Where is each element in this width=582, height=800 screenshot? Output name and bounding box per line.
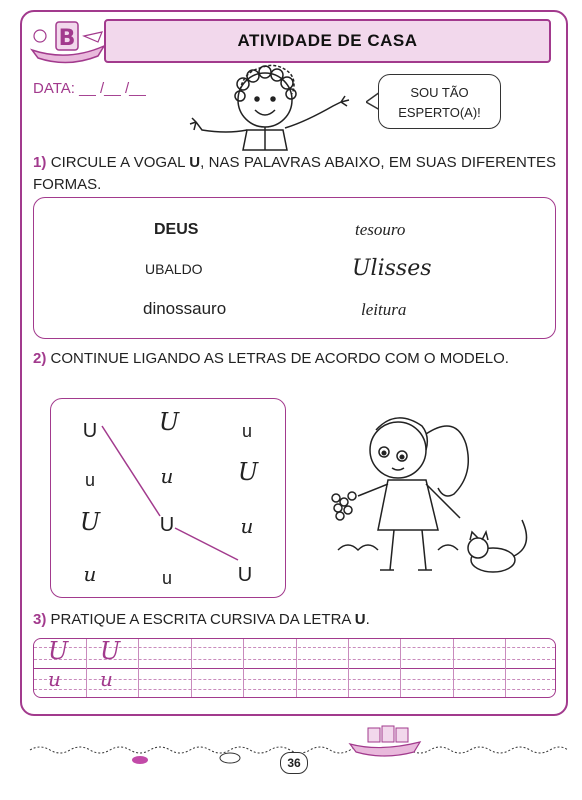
letter-u-print-upper[interactable]: U <box>159 514 175 536</box>
question-1-text-before: CIRCULE A VOGAL <box>50 154 185 171</box>
letter-u-print-lower[interactable]: u <box>241 421 252 441</box>
svg-text:B: B <box>58 26 76 51</box>
grid-cell-divider <box>453 639 454 697</box>
grid-cell-divider <box>138 639 139 697</box>
question-3-letter: U <box>354 611 366 628</box>
letter-u-print-upper[interactable]: U <box>237 564 253 586</box>
question-1 <box>33 152 556 196</box>
letter-u-script-upper[interactable]: U <box>237 458 259 486</box>
date-field-label: DATA: __ /__ /__ <box>33 80 146 97</box>
word-deus[interactable]: DEUS <box>154 221 199 238</box>
letter-u-script-lower[interactable]: u <box>240 514 254 538</box>
girl-with-cat-illustration <box>318 400 548 585</box>
word-dinossauro[interactable]: dinossauro <box>143 299 227 318</box>
bubble-line-1: SOU TÃO <box>410 85 469 100</box>
grid-cell-divider <box>191 639 192 697</box>
page-title: ATIVIDADE DE CASA <box>237 31 418 50</box>
grid-cell-divider <box>348 639 349 697</box>
letter-u-script-lower[interactable]: u <box>160 464 174 488</box>
question-1-text-after: , NAS PALAVRAS ABAIXO, EM SUAS DIFERENTES FORMAS. <box>33 154 557 193</box>
grid-cell-divider <box>86 639 87 697</box>
abc-boat-logo-icon <box>28 16 108 66</box>
question-1-number: 1) <box>33 154 47 171</box>
word-ubaldo[interactable]: UBALDO <box>145 261 203 277</box>
question-2 <box>33 348 556 370</box>
letter-u-script-upper[interactable]: U <box>158 408 180 436</box>
speech-bubble <box>378 74 501 129</box>
word-ulisses-cursive[interactable]: Ulisses <box>352 256 432 281</box>
boy-illustration <box>185 62 360 152</box>
header-banner <box>104 19 551 63</box>
page-number: 36 <box>280 752 308 774</box>
grid-cell-divider <box>243 639 244 697</box>
grid-cell-divider <box>296 639 297 697</box>
model-lower-u: u <box>48 667 61 691</box>
model-upper-u: U <box>48 638 69 665</box>
question-2-number: 2) <box>33 350 47 367</box>
question-3-number: 3) <box>33 611 47 628</box>
letter-u-print-lower[interactable]: u <box>84 470 95 490</box>
letter-u-print-lower[interactable]: u <box>161 568 172 588</box>
question-3 <box>33 609 556 631</box>
grid-cell-divider <box>400 639 401 697</box>
question-1-vowel: U <box>189 154 201 171</box>
model-upper-u: U <box>100 638 121 665</box>
letter-u-script-lower[interactable]: u <box>83 562 97 586</box>
question-3-text-after: . <box>365 611 370 628</box>
letter-u-script-upper[interactable]: U <box>79 508 101 536</box>
cursive-practice-grid[interactable] <box>33 638 556 698</box>
bubble-line-2: ESPERTO(A)! <box>398 105 481 120</box>
words-box <box>33 197 556 339</box>
word-tesouro[interactable]: tesouro <box>355 220 406 239</box>
letter-u-print-upper[interactable]: U <box>82 420 98 442</box>
word-leitura[interactable]: leitura <box>361 300 407 319</box>
question-2-text: CONTINUE LIGANDO AS LETRAS DE ACORDO COM O MODELO. <box>50 350 509 367</box>
model-lower-u: u <box>100 667 113 691</box>
grid-cell-divider <box>505 639 506 697</box>
question-3-text-before: PRATIQUE A ESCRITA CURSIVA DA LETRA <box>50 611 351 628</box>
